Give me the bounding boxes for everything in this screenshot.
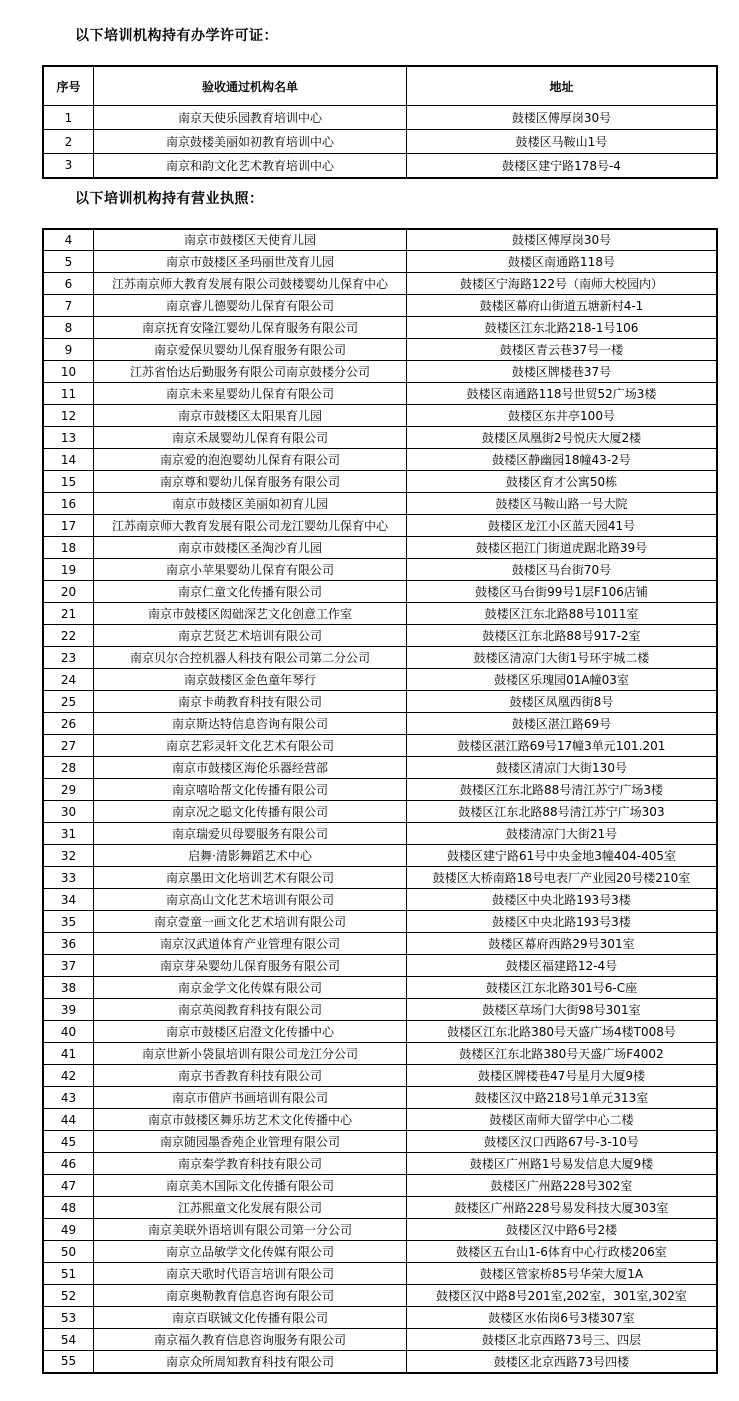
table-row [43,823,717,845]
row-number-cell: 40 [43,1021,94,1043]
table-row [43,669,717,691]
address-cell: 鼓楼区建宁路61号中央金地3幢404-405室 [407,845,718,867]
row-number-cell: 36 [43,933,94,955]
table-row [43,647,717,669]
institution-name-cell: 南京贝尔合控机器人科技有限公司第二分公司 [94,647,407,669]
row-number-cell: 1 [43,106,94,130]
address-cell: 鼓楼区南师大留学中心二楼 [407,1109,718,1131]
address-cell: 鼓楼区牌楼巷47号星月大厦9楼 [407,1065,718,1087]
row-number-cell: 41 [43,1043,94,1065]
institution-name-cell: 南京市鼓楼区舞乐坊艺术文化传播中心 [94,1109,407,1131]
institution-name-cell: 南京市鼓楼区圣玛丽世茂育儿园 [94,251,407,273]
row-number-cell: 34 [43,889,94,911]
institution-name-cell: 南京爱的泡泡婴幼儿保育有限公司 [94,449,407,471]
institution-name-cell: 南京众所周知教育科技有限公司 [94,1351,407,1373]
address-cell: 鼓楼区湛江路69号 [407,713,718,735]
institution-name-cell: 南京市鼓楼区闳础深艺文化创意工作室 [94,603,407,625]
row-number-cell: 2 [43,130,94,154]
table-row [43,1351,717,1373]
table-row [43,559,717,581]
address-cell: 鼓楼区凤凰西街8号 [407,691,718,713]
table-row [43,1153,717,1175]
table-row [43,154,717,178]
row-number-cell: 4 [43,229,94,251]
institution-name-cell: 南京瑞爱贝母婴服务有限公司 [94,823,407,845]
address-cell: 鼓楼区北京西路73号四楼 [407,1351,718,1373]
license-table-header [43,66,717,106]
institution-name-cell: 南京鼓楼美丽如初教育培训中心 [94,130,407,154]
address-cell: 鼓楼区中央北路193号3楼 [407,911,718,933]
institution-name-cell: 南京天歌时代语言培训有限公司 [94,1263,407,1285]
institution-name-cell: 江苏熙童文化发展有限公司 [94,1197,407,1219]
table-row [43,515,717,537]
business-license-table [42,228,718,1374]
institution-name-cell: 江苏南京师大教育发展有限公司龙江婴幼儿保育中心 [94,515,407,537]
table-row [43,427,717,449]
institution-name-cell: 南京禾晟婴幼儿保育有限公司 [94,427,407,449]
row-number-cell: 26 [43,713,94,735]
address-cell: 鼓楼区育才公寓50栋 [407,471,718,493]
institution-name-cell: 南京市鼓楼区启澄文化传播中心 [94,1021,407,1043]
address-cell: 鼓楼区北京西路73号三、四层 [407,1329,718,1351]
institution-name-cell: 南京福久教育信息咨询服务有限公司 [94,1329,407,1351]
institution-name-cell: 南京嘻哈帮文化传播有限公司 [94,779,407,801]
row-number-cell: 52 [43,1285,94,1307]
row-number-cell: 30 [43,801,94,823]
address-cell: 鼓楼区青云巷37号一楼 [407,339,718,361]
section1-heading: 以下培训机构持有办学许可证： [75,28,278,44]
institution-name-cell: 南京艺贤艺术培训有限公司 [94,625,407,647]
row-number-cell: 13 [43,427,94,449]
table-row [43,1197,717,1219]
address-cell: 鼓楼区江东北路88号1011室 [407,603,718,625]
table-row [43,229,717,251]
row-number-cell: 33 [43,867,94,889]
row-number-cell: 32 [43,845,94,867]
table-row [43,1329,717,1351]
table-row [43,779,717,801]
table-row [43,405,717,427]
table-row [43,801,717,823]
table-row [43,106,717,130]
address-cell: 鼓楼区草场门大街98号301室 [407,999,718,1021]
address-cell: 鼓楼区汉口西路67号-3-10号 [407,1131,718,1153]
header-row [43,66,717,106]
table-row [43,757,717,779]
institution-name-cell: 南京抚育安隆江婴幼儿保育服务有限公司 [94,317,407,339]
address-cell: 鼓楼区江东北路380号天盛广场4楼T008号 [407,1021,718,1043]
address-cell: 鼓楼区汉中路6号2楼 [407,1219,718,1241]
license-table [42,65,718,179]
table-row [43,1175,717,1197]
row-number-cell: 46 [43,1153,94,1175]
institution-name-cell: 南京市鼓楼区美丽如初育儿园 [94,493,407,515]
row-number-cell: 18 [43,537,94,559]
address-cell: 鼓楼区广州路228号302室 [407,1175,718,1197]
row-number-cell: 48 [43,1197,94,1219]
table-row [43,867,717,889]
address-cell: 鼓楼清凉门大街21号 [407,823,718,845]
table-row [43,691,717,713]
row-number-cell: 3 [43,154,94,178]
table-row [43,999,717,1021]
table-row [43,130,717,154]
address-cell: 鼓楼区东井亭100号 [407,405,718,427]
table-row [43,977,717,999]
institution-name-cell: 南京小苹果婴幼儿保育有限公司 [94,559,407,581]
table-row [43,295,717,317]
institution-name-cell: 启舞·清影舞蹈艺术中心 [94,845,407,867]
table-row [43,1285,717,1307]
address-cell: 鼓楼区广州路1号易发信息大厦9楼 [407,1153,718,1175]
address-cell: 鼓楼区管家桥85号华荣大厦1A [407,1263,718,1285]
row-number-cell: 55 [43,1351,94,1373]
address-cell: 鼓楼区清凉门大街130号 [407,757,718,779]
row-number-cell: 49 [43,1219,94,1241]
institution-name-cell: 南京秦学教育科技有限公司 [94,1153,407,1175]
institution-name-cell: 江苏省怡达后勤服务有限公司南京鼓楼分公司 [94,361,407,383]
table-row [43,1043,717,1065]
institution-name-cell: 南京随园墨香苑企业管理有限公司 [94,1131,407,1153]
address-cell: 鼓楼区湛江路69号17幢3单元101.201 [407,735,718,757]
row-number-cell: 27 [43,735,94,757]
institution-name-cell: 南京百联铖文化传播有限公司 [94,1307,407,1329]
address-cell: 鼓楼区江东北路380号天盛广场F4002 [407,1043,718,1065]
table-row [43,845,717,867]
institution-name-cell: 南京立品敏学文化传媒有限公司 [94,1241,407,1263]
institution-name-cell: 南京墨田文化培训艺术有限公司 [94,867,407,889]
row-number-cell: 28 [43,757,94,779]
row-number-cell: 29 [43,779,94,801]
institution-name-cell: 南京睿儿德婴幼儿保育有限公司 [94,295,407,317]
row-number-cell: 23 [43,647,94,669]
row-number-cell: 39 [43,999,94,1021]
table-row [43,603,717,625]
institution-name-cell: 南京鼓楼区金色童年琴行 [94,669,407,691]
column-header-name: 验收通过机构名单 [94,66,407,106]
row-number-cell: 15 [43,471,94,493]
table-row [43,1263,717,1285]
institution-name-cell: 南京艺彩灵轩文化艺术有限公司 [94,735,407,757]
institution-name-cell: 南京卡萌教育科技有限公司 [94,691,407,713]
table-row [43,933,717,955]
row-number-cell: 50 [43,1241,94,1263]
address-cell: 鼓楼区大桥南路18号电表厂产业园20号楼210室 [407,867,718,889]
address-cell: 鼓楼区挹江门街道虎踞北路39号 [407,537,718,559]
row-number-cell: 6 [43,273,94,295]
row-number-cell: 47 [43,1175,94,1197]
row-number-cell: 54 [43,1329,94,1351]
institution-name-cell: 南京仁童文化传播有限公司 [94,581,407,603]
institution-name-cell: 南京芽朵婴幼儿保育服务有限公司 [94,955,407,977]
address-cell: 鼓楼区凤凰街2号悦庆大厦2楼 [407,427,718,449]
business-license-table-body [43,229,717,1373]
table-row [43,493,717,515]
license-table-body [43,106,717,178]
address-cell: 鼓楼区江东北路218-1号106 [407,317,718,339]
table-row [43,581,717,603]
section2-heading: 以下培训机构持有营业执照： [75,190,264,207]
address-cell: 鼓楼区幕府西路29号301室 [407,933,718,955]
address-cell: 鼓楼区宁海路122号（南师大校园内） [407,273,718,295]
table-row [43,911,717,933]
address-cell: 鼓楼区清凉门大街1号环宇城二楼 [407,647,718,669]
row-number-cell: 11 [43,383,94,405]
address-cell: 鼓楼区静幽园18幢43-2号 [407,449,718,471]
address-cell: 鼓楼区江东北路88号917-2室 [407,625,718,647]
institution-name-cell: 南京美联外语培训有限公司第一分公司 [94,1219,407,1241]
table-row [43,1087,717,1109]
address-cell: 鼓楼区福建路12-4号 [407,955,718,977]
address-cell: 鼓楼区南通路118号 [407,251,718,273]
address-cell: 鼓楼区傅厚岗30号 [407,106,718,130]
table-row [43,735,717,757]
row-number-cell: 37 [43,955,94,977]
institution-name-cell: 南京市鼓楼区太阳果育儿园 [94,405,407,427]
address-cell: 鼓楼区广州路228号易发科技大厦303室 [407,1197,718,1219]
row-number-cell: 9 [43,339,94,361]
address-cell: 鼓楼区马鞍山路一号大院 [407,493,718,515]
table-row [43,383,717,405]
institution-name-cell: 南京未来星婴幼儿保育有限公司 [94,383,407,405]
institution-name-cell: 南京市鼓楼区天使育儿园 [94,229,407,251]
institution-name-cell: 南京和韵文化艺术教育培训中心 [94,154,407,178]
institution-name-cell: 南京汉武道体育产业管理有限公司 [94,933,407,955]
row-number-cell: 44 [43,1109,94,1131]
row-number-cell: 22 [43,625,94,647]
address-cell: 鼓楼区马台街70号 [407,559,718,581]
table-row [43,1021,717,1043]
table-row [43,449,717,471]
table-row [43,713,717,735]
institution-name-cell: 南京市鼓楼区海伦乐器经营部 [94,757,407,779]
table-row [43,339,717,361]
row-number-cell: 20 [43,581,94,603]
table-row [43,889,717,911]
table-row [43,251,717,273]
address-cell: 鼓楼区水佑岗6号3楼307室 [407,1307,718,1329]
table-row [43,1109,717,1131]
table-row [43,1219,717,1241]
column-header-seq: 序号 [43,66,94,106]
row-number-cell: 5 [43,251,94,273]
table-row [43,1131,717,1153]
address-cell: 鼓楼区汉中路218号1单元313室 [407,1087,718,1109]
address-cell: 鼓楼区汉中路8号201室,202室，301室,302室 [407,1285,718,1307]
address-cell: 鼓楼区龙江小区蓝天园41号 [407,515,718,537]
institution-name-cell: 江苏南京师大教育发展有限公司鼓楼婴幼儿保育中心 [94,273,407,295]
address-cell: 鼓楼区江东北路301号6-C座 [407,977,718,999]
institution-name-cell: 南京世新小袋鼠培训有限公司龙江分公司 [94,1043,407,1065]
institution-name-cell: 南京爱保贝婴幼儿保育服务有限公司 [94,339,407,361]
row-number-cell: 19 [43,559,94,581]
row-number-cell: 53 [43,1307,94,1329]
address-cell: 鼓楼区牌楼巷37号 [407,361,718,383]
row-number-cell: 45 [43,1131,94,1153]
institution-name-cell: 南京高山文化艺术培训有限公司 [94,889,407,911]
address-cell: 鼓楼区江东北路88号清江苏宁广场3楼 [407,779,718,801]
row-number-cell: 35 [43,911,94,933]
institution-name-cell: 南京斯达特信息咨询有限公司 [94,713,407,735]
institution-name-cell: 南京书香教育科技有限公司 [94,1065,407,1087]
table-row [43,537,717,559]
institution-name-cell: 南京况之聪文化传播有限公司 [94,801,407,823]
address-cell: 鼓楼区南通路118号世贸52广场3楼 [407,383,718,405]
row-number-cell: 16 [43,493,94,515]
table-row [43,1065,717,1087]
address-cell: 鼓楼区乐瑰园01A幢03室 [407,669,718,691]
row-number-cell: 21 [43,603,94,625]
table-row [43,955,717,977]
table-row [43,625,717,647]
row-number-cell: 8 [43,317,94,339]
row-number-cell: 14 [43,449,94,471]
institution-name-cell: 南京金学文化传媒有限公司 [94,977,407,999]
address-cell: 鼓楼区马台街99号1层F106店铺 [407,581,718,603]
address-cell: 鼓楼区马鞍山1号 [407,130,718,154]
address-cell: 鼓楼区建宁路178号-4 [407,154,718,178]
row-number-cell: 51 [43,1263,94,1285]
institution-name-cell: 南京市借庐书画培训有限公司 [94,1087,407,1109]
institution-name-cell: 南京美木国际文化传播有限公司 [94,1175,407,1197]
address-cell: 鼓楼区江东北路88号清江苏宁广场303 [407,801,718,823]
row-number-cell: 25 [43,691,94,713]
table-row [43,1241,717,1263]
column-header-address: 地址 [407,66,718,106]
institution-name-cell: 南京英阅教育科技有限公司 [94,999,407,1021]
institution-name-cell: 南京奥勒教育信息咨询有限公司 [94,1285,407,1307]
address-cell: 鼓楼区中央北路193号3楼 [407,889,718,911]
institution-name-cell: 南京市鼓楼区圣淘沙育儿园 [94,537,407,559]
table-row [43,273,717,295]
row-number-cell: 7 [43,295,94,317]
row-number-cell: 12 [43,405,94,427]
address-cell: 鼓楼区幕府山街道五塘新村4-1 [407,295,718,317]
row-number-cell: 38 [43,977,94,999]
row-number-cell: 43 [43,1087,94,1109]
row-number-cell: 42 [43,1065,94,1087]
institution-name-cell: 南京壹童一画文化艺术培训有限公司 [94,911,407,933]
address-cell: 鼓楼区傅厚岗30号 [407,229,718,251]
table-row [43,361,717,383]
table-row [43,1307,717,1329]
row-number-cell: 10 [43,361,94,383]
table-row [43,317,717,339]
row-number-cell: 31 [43,823,94,845]
row-number-cell: 17 [43,515,94,537]
address-cell: 鼓楼区五台山1-6体育中心行政楼206室 [407,1241,718,1263]
row-number-cell: 24 [43,669,94,691]
institution-name-cell: 南京天使乐园教育培训中心 [94,106,407,130]
institution-name-cell: 南京尊和婴幼儿保育服务有限公司 [94,471,407,493]
table-row [43,471,717,493]
